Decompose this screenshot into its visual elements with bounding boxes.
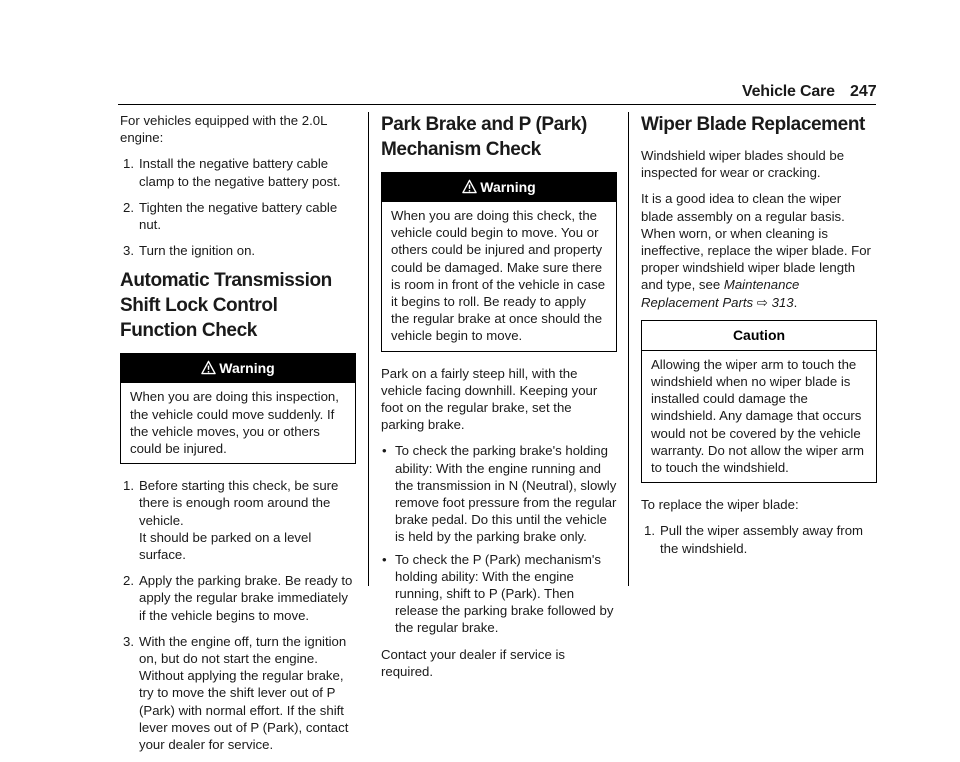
body-paragraph: Park on a fairly steep hill, with the vehicle facing downhill. Keeping your foot on the regular brake, set the parking brake. [381, 365, 598, 433]
list-item [120, 633, 356, 753]
column-1 [120, 112, 356, 762]
step-number: 2. [123, 199, 134, 215]
step-text: Tighten the negative battery cable nut. [139, 199, 338, 233]
step-text: Apply the parking brake. Be ready to apply the regular brake immediately if the vehicle begins to move. [139, 573, 353, 623]
running-header-section: Vehicle Care [742, 83, 835, 100]
warning-box [120, 353, 356, 464]
warning-text: When you are doing this check, the vehicle could begin to move. You or others could be injured and property could be damaged. Make sure there is room in front of the vehicle in case it begins to roll. Be ready to apply the regular brake at once should the vehicle begin to move. [391, 208, 606, 344]
list-item [381, 442, 617, 545]
bullet-text: To check the P (Park) mechanism's holding ability: With the engine running, shift to P (Park). Then release the parking brake followed by the regular brake. [395, 551, 614, 636]
column-2 [381, 112, 617, 689]
step-number: 1. [123, 156, 134, 172]
caution-text: Allowing the wiper arm to touch the windshield when no wiper blade is installed could damage the windshield. Any damage that occurs would not be covered by the vehicle warranty. Do not allow the wiper arm to touch the windshield. [651, 356, 865, 476]
reference-page-number[interactable]: 313 [771, 294, 794, 310]
body-paragraph: To replace the wiper blade: [641, 497, 799, 513]
bullet-glyph: • [382, 551, 387, 567]
list-item [120, 155, 356, 189]
warning-header [382, 173, 616, 202]
step-text: Pull the wiper assembly away from the windshield. [660, 523, 864, 556]
section-heading: Park Brake and P (Park) Mechanism Check [381, 114, 587, 160]
step-text: Install the negative battery cable clamp to the negative battery post. [139, 156, 341, 189]
step-text: With the engine off, turn the ignition on, but do not start the engine. Without applying the regular brake, try to move the shift lever out of P (Park) with normal effort. If the shift lever moves out of P (Park), contact your dealer for service. [139, 633, 349, 753]
warning-icon [201, 360, 216, 375]
bullet-glyph: • [382, 443, 387, 459]
step-text: Before starting this check, be sure there is enough room around the vehicle. [139, 478, 339, 528]
wiper-steps [641, 522, 877, 556]
battery-steps [120, 155, 356, 259]
warning-header [121, 354, 355, 383]
check-bullets [381, 442, 617, 636]
list-item [641, 522, 877, 556]
closing-paragraph: Contact your dealer if service is required. [381, 646, 565, 679]
warning-text: When you are doing this inspection, the vehicle could move suddenly. If the vehicle moves, you or others could be injured. [130, 389, 339, 457]
cross-reference-link[interactable]: Maintenance Replacement Parts [641, 277, 800, 310]
intro-text: For vehicles equipped with the 2.0L engine: [120, 113, 327, 146]
header-rule [118, 104, 876, 105]
list-item [120, 199, 356, 233]
warning-icon [462, 179, 477, 194]
step-number: 3. [123, 633, 134, 649]
step-number: 2. [123, 573, 134, 589]
list-item [120, 572, 356, 624]
section-heading: Automatic Transmission Shift Lock Control Function Check [120, 270, 332, 342]
column-divider-2 [628, 112, 629, 586]
reference-lead-text: It is a good idea to clean the wiper blade assembly on a regular basis. When worn, or when cleaning is ineffective, replace the wiper blade. For proper windshield wiper blade length and type, see [641, 191, 871, 293]
bullet-text: To check the parking brake's holding ability: With the engine running and the transmission in N (Neutral), slowly remove foot pressure from the regular brake pedal. Do this until the vehicle is held by the parking brake only. [395, 443, 617, 545]
step-text-continued: It should be parked on a level surface. [139, 529, 312, 563]
shift-lock-steps [120, 477, 356, 753]
list-item [381, 551, 617, 637]
step-number: 1. [644, 523, 655, 539]
list-item [120, 477, 356, 563]
warning-title: Warning [480, 179, 536, 195]
column-divider-1 [368, 112, 369, 586]
warning-title: Warning [219, 360, 275, 377]
reference-period: . [793, 294, 798, 310]
body-paragraph-with-reference [641, 190, 877, 310]
section-heading: Wiper Blade Replacement [641, 114, 865, 135]
step-number: 3. [123, 243, 134, 259]
page-number: 247 [850, 83, 877, 100]
caution-box [641, 320, 877, 483]
column-3 [641, 112, 877, 566]
list-item [120, 242, 356, 259]
step-text: Turn the ignition on. [139, 243, 256, 259]
step-number: 1. [123, 478, 134, 494]
page-arrow-icon: ⇨ [756, 294, 768, 310]
caution-header: Caution [642, 321, 876, 351]
body-paragraph: Windshield wiper blades should be inspected for wear or cracking. [641, 148, 845, 181]
warning-box [381, 172, 617, 352]
